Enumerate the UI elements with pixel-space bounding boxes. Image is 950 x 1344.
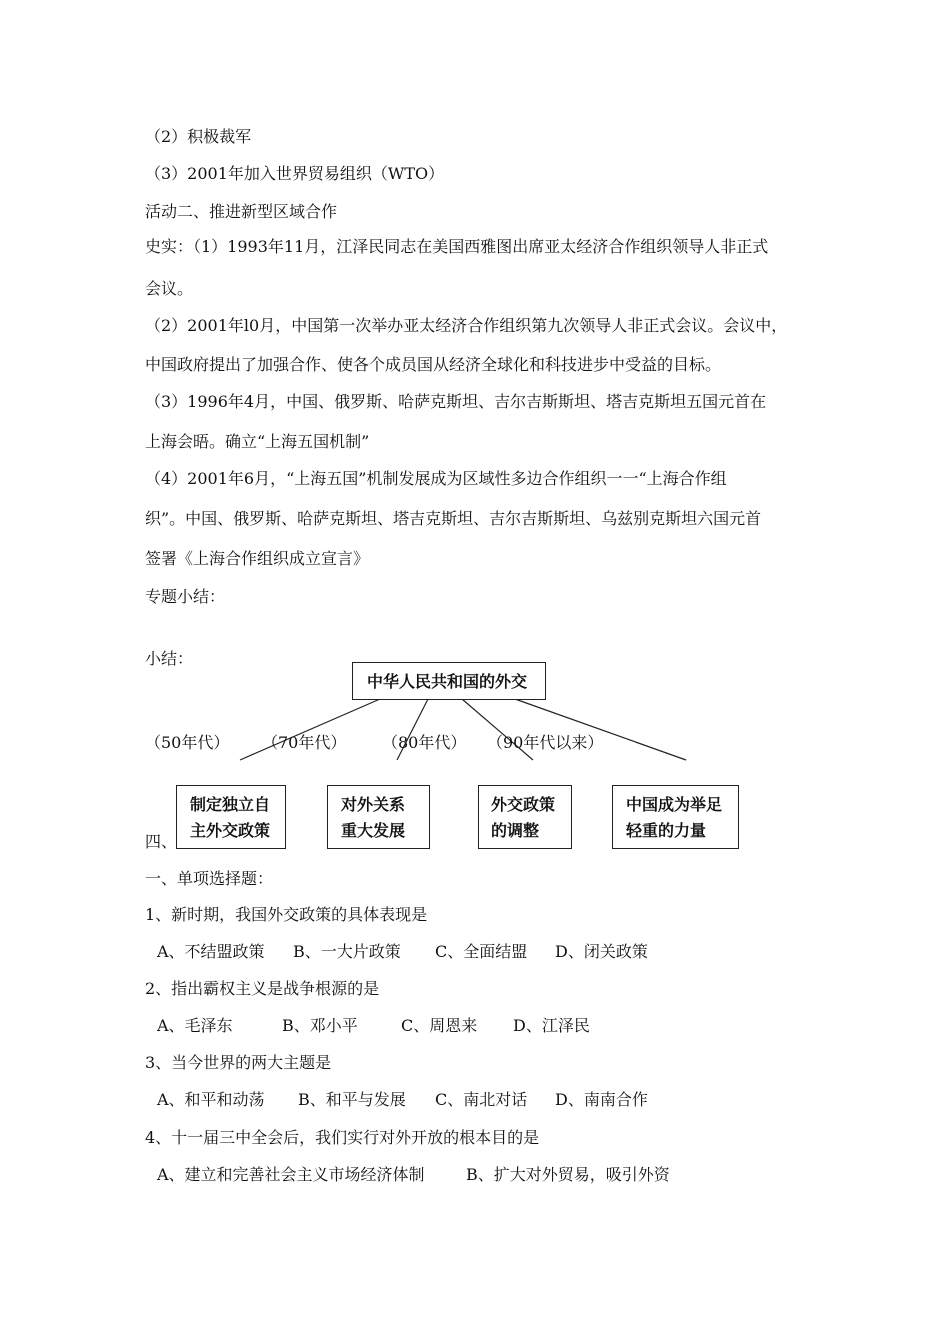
diagram-box-line: 对外关系 — [341, 795, 406, 814]
diagram-box-line: 轻重的力量 — [626, 821, 707, 840]
diagram-box-line: 重大发展 — [341, 821, 406, 840]
answer-option[interactable]: A、和平和动荡 — [157, 1090, 265, 1109]
section-heading: 活动二、推进新型区域合作 — [145, 202, 338, 221]
text-line: （3）1996年4月，中国、俄罗斯、哈萨克斯坦、吉尔吉斯斯坦、塔吉克斯坦五国元首在 — [145, 392, 767, 411]
partial-heading: 四、 — [145, 832, 178, 851]
text-line: 织”。中国、俄罗斯、哈萨克斯坦、塔吉克斯坦、吉尔吉斯斯坦、乌兹别克斯坦六国元首 — [145, 509, 762, 528]
answer-option[interactable]: A、建立和完善社会主义市场经济体制 — [157, 1165, 425, 1184]
era-label: （80年代） — [382, 733, 467, 752]
section-heading: 小结： — [145, 649, 194, 668]
answer-option[interactable]: D、江泽民 — [513, 1016, 590, 1035]
answer-option[interactable]: B、和平与发展 — [298, 1090, 406, 1109]
text-line: （2）积极裁军 — [145, 127, 252, 146]
diagram-box-line: 的调整 — [491, 821, 540, 840]
answer-option[interactable]: C、周恩来 — [401, 1016, 478, 1035]
era-label: （70年代） — [262, 733, 347, 752]
diagram-root-box — [352, 662, 546, 700]
question-text: 4、十一届三中全会后，我们实行对外开放的根本目的是 — [145, 1128, 540, 1147]
text-line: 会议。 — [145, 279, 194, 298]
text-line: 上海会晤。确立“上海五国机制” — [145, 432, 370, 451]
answer-option[interactable]: A、不结盟政策 — [157, 942, 265, 961]
text-line: （3）2001年加入世界贸易组织（WTO） — [145, 164, 445, 183]
diagram-box — [612, 785, 739, 849]
text-line: 中国政府提出了加强合作、使各个成员国从经济全球化和科技进步中受益的目标。 — [145, 355, 722, 374]
question-text: 3、当今世界的两大主题是 — [145, 1053, 332, 1072]
diagram-box — [176, 785, 286, 849]
era-label: （90年代以来） — [487, 733, 604, 752]
question-text: 2、指出霸权主义是战争根源的是 — [145, 979, 380, 998]
text-line: 签署《上海合作组织成立宣言》 — [145, 549, 370, 568]
section-heading: 一、单项选择题： — [145, 869, 274, 888]
diagram-box-line: 制定独立自 — [190, 795, 271, 814]
diagram-box — [478, 785, 572, 849]
question-text: 1、新时期，我国外交政策的具体表现是 — [145, 905, 428, 924]
text-line: 史实：（1）1993年11月，江泽民同志在美国西雅图出席亚太经济合作组织领导人非正式 — [145, 237, 769, 256]
text-line: （4）2001年6月，“上海五国”机制发展成为区域性多边合作组织一一“上海合作组 — [145, 469, 727, 488]
answer-option[interactable]: B、一大片政策 — [293, 942, 401, 961]
answer-option[interactable]: D、南南合作 — [555, 1090, 648, 1109]
answer-option[interactable]: A、毛泽东 — [157, 1016, 233, 1035]
diagram-box-line: 中国成为举足 — [626, 795, 723, 814]
answer-option[interactable]: B、扩大对外贸易，吸引外资 — [466, 1165, 670, 1184]
diagram-box-line: 外交政策 — [491, 795, 556, 814]
section-heading: 专题小结： — [145, 587, 226, 606]
text-line: （2）2001年l0月，中国第一次举办亚太经济合作组织第九次领导人非正式会议。会议中， — [145, 316, 788, 335]
era-label: （50年代） — [145, 733, 230, 752]
answer-option[interactable]: D、闭关政策 — [555, 942, 648, 961]
diagram-box — [327, 785, 430, 849]
diagram-root-label: 中华人民共和国的外交 — [367, 672, 528, 691]
answer-option[interactable]: C、全面结盟 — [435, 942, 528, 961]
answer-option[interactable]: B、邓小平 — [282, 1016, 358, 1035]
diagram-box-line: 主外交政策 — [190, 821, 271, 840]
answer-option[interactable]: C、南北对话 — [435, 1090, 528, 1109]
